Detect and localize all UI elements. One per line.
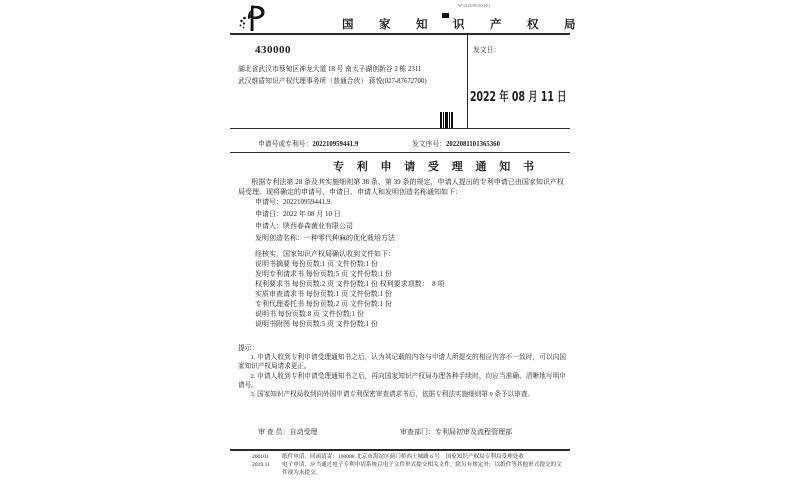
serial-number-value: 2022081101365360	[445, 141, 500, 148]
document-item: 权利要求书 每份页数:2 页 文件份数:1 份 权利要求项数： 8 项	[255, 280, 445, 288]
examiner-label: 审 查 员：	[258, 428, 290, 436]
document-item: 发明专利请求书 每份页数:5 页 文件份数:1 份	[255, 270, 392, 278]
dispatch-box-left-border	[467, 33, 468, 129]
document-item: 说明书摘要 每份页数:1 页 文件份数:1 份	[255, 260, 378, 268]
note-item: 3. 国家知识产权局收到向外国申请专利保密审查请求书后，依据专利法实施细则第 9 条予以审查。	[250, 391, 535, 399]
document-item: 说明书 每份页数:8 页 文件份数:1 份	[255, 310, 364, 318]
examiner-value: 自动受理	[289, 428, 318, 436]
review-dept-label: 审查部门：	[400, 428, 435, 436]
field-application-number: 申请号：202210959441.9	[255, 198, 331, 206]
application-number-value: 202210959441.9	[312, 141, 359, 148]
notes-section	[238, 344, 566, 399]
recipient-address-line1: 湖北省武汉市蔡甸区神龙大道 18 号 南太子湖创新谷 2 栋 2311	[238, 66, 422, 73]
confirm-header: 经核实，国家知识产权局确认收到文件如下：	[255, 250, 395, 258]
review-dept-value: 专利局初审及流程管理部	[435, 428, 512, 436]
footer-text-1: 纸件申请，回函请寄：100088 北京市海淀区蓟门桥西土城路 6 号 国家知识产权局专利局受理处收	[282, 454, 524, 460]
notes-title: 提示：	[238, 345, 259, 352]
recipient-address-line2: 武汉维盾知识产权代理事务所（普通合伙） 蒋悦(027-87672700)	[238, 78, 427, 85]
note-item: 1. 申请人收到专利申请受理通知书之后，认为其记载的内容与申请人所提交的相应内容不一致时，可以向国家知识产权局请求更正。	[238, 354, 566, 371]
agency-title: 国 家 知 识 产 权 局	[342, 19, 583, 31]
dispatch-date-label: 发文日：	[473, 47, 501, 54]
field-applicant: 申请人：陕西春森菌业有限公司	[255, 222, 353, 230]
note-item: 2. 申请人收到专利申请受理通知书之后，再向国家知识产权局办理各种手续时，均应当准确、清晰地写明申请号。	[238, 372, 566, 389]
serial-number-row	[412, 138, 500, 148]
field-filing-date: 申请日：2022 年 08 月 10 日	[255, 210, 341, 218]
notice-title: 专 利 申 请 受 理 通 知 书	[333, 161, 539, 173]
intro-paragraph: 根据专利法第 28 条及其实施细则第 38 条、第 39 条的规定，申请人提出的专利申请已由国家知识产权局受理。现将确定的申请号、申请日、申请人和发明创造名称通知如下：	[238, 178, 564, 196]
numbers-row-divider	[230, 152, 570, 153]
examiner-row	[258, 428, 318, 438]
cnipa-logo-icon	[237, 4, 269, 34]
dispatch-date-value: 2022 年 08 月 11 日	[470, 90, 567, 105]
document-item: 实质审查请求书 每份页数:1 页 文件份数:1 份	[255, 290, 392, 298]
footer-text-2: 电子申请，应当通过电子专利申请系统以电子文件形式提交相关文件。除另有规定外，以纸件等其他形式提交的文件视为未提交。	[282, 462, 562, 476]
barcode-icon	[440, 112, 454, 128]
recipient-postcode: 430000	[255, 44, 291, 56]
field-invention-title: 发明创造名称：一种零代种麻的优化栽培方法	[255, 234, 395, 242]
header-divider	[230, 33, 570, 35]
serial-number-label: 发文序号：	[412, 141, 446, 148]
footer-code-1: 200101	[252, 454, 269, 460]
application-number-row	[258, 138, 358, 148]
review-dept-row	[400, 428, 512, 438]
form-code: W32209050101	[458, 3, 491, 8]
footer-divider	[230, 449, 570, 451]
footer-code-2: 2019.11	[252, 462, 270, 468]
application-number-label: 申请号或专利号：	[258, 141, 313, 148]
band-divider	[230, 128, 570, 129]
document-item: 说明书附图 每份页数:5 页 文件份数:1 份	[255, 320, 378, 328]
document-item: 专利代理委托书 每份页数:2 页 文件份数:1 份	[255, 300, 392, 308]
